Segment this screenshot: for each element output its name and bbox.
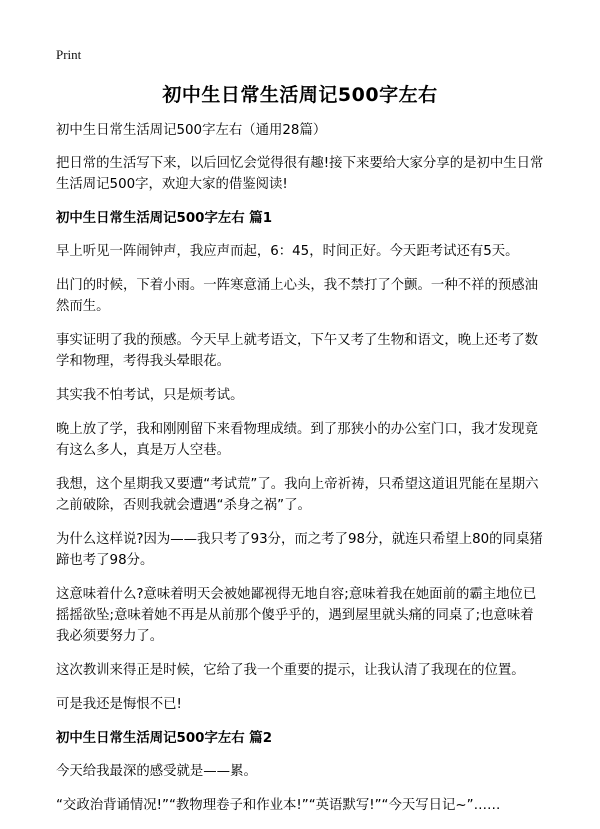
paragraph: 我想，这个星期我又要遭“考试荒”了。我向上帝祈祷，只希望这道诅咒能在星期六之前破除，否则我就会遭遇“杀身之祸”了。 xyxy=(56,477,539,513)
paragraph: 其实我不怕考试，只是烦考试。 xyxy=(56,388,244,403)
paragraph: 今天给我最深的感受就是——累。 xyxy=(56,764,257,779)
paragraph: 事实证明了我的预感。今天早上就考语文，下午又考了生物和语文，晚上还考了数学和物理，考得我头晕眼花。 xyxy=(56,333,539,369)
paragraph: 这意味着什么?意味着明天会被她鄙视得无地自容;意味着我在她面前的霸主地位已摇摇欲坠;意味着她不再是从前那个傻乎乎的，遇到屋里就头痛的同桌了;也意味着我必须要努力了。 xyxy=(56,587,537,644)
intro-paragraph: 把日常的生活写下来，以后回忆会觉得很有趣!接下来要给大家分享的是初中生日常生活周记500字，欢迎大家的借鉴阅读! xyxy=(56,156,544,192)
document-subtitle: 初中生日常生活周记500字左右（通用28篇） xyxy=(56,123,327,138)
paragraph: 早上听见一阵闹钟声，我应声而起，6：45，时间正好。今天距考试还有5天。 xyxy=(56,244,519,259)
section-heading-2: 初中生日常生活周记500字左右 篇2 xyxy=(56,731,273,746)
paragraph: “交政治背诵情况!”“教物理卷子和作业本!”“英语默写!”“今天写日记~”…… xyxy=(56,798,501,813)
paragraph: 这次教训来得正是时候，它给了我一个重要的提示，让我认清了我现在的位置。 xyxy=(56,663,525,678)
document-title: 初中生日常生活周记500字左右 xyxy=(162,84,438,106)
section-heading-1: 初中生日常生活周记500字左右 篇1 xyxy=(56,211,273,226)
print-link[interactable]: Print xyxy=(56,47,82,62)
document-body xyxy=(56,120,546,829)
paragraph: 出门的时候，下着小雨。一阵寒意涌上心头，我不禁打了个颤。一种不祥的预感油然而生。 xyxy=(56,278,539,314)
paragraph: 为什么这样说?因为——我只考了93分，而之考了98分，就连只希望上80的同桌猪蹄也考了98分。 xyxy=(56,532,543,568)
paragraph: 晚上放了学，我和刚刚留下来看物理成绩。到了那狭小的办公室门口，我才发现竟有这么多人，真是万人空巷。 xyxy=(56,422,539,458)
paragraph: 可是我还是悔恨不已! xyxy=(56,697,182,712)
